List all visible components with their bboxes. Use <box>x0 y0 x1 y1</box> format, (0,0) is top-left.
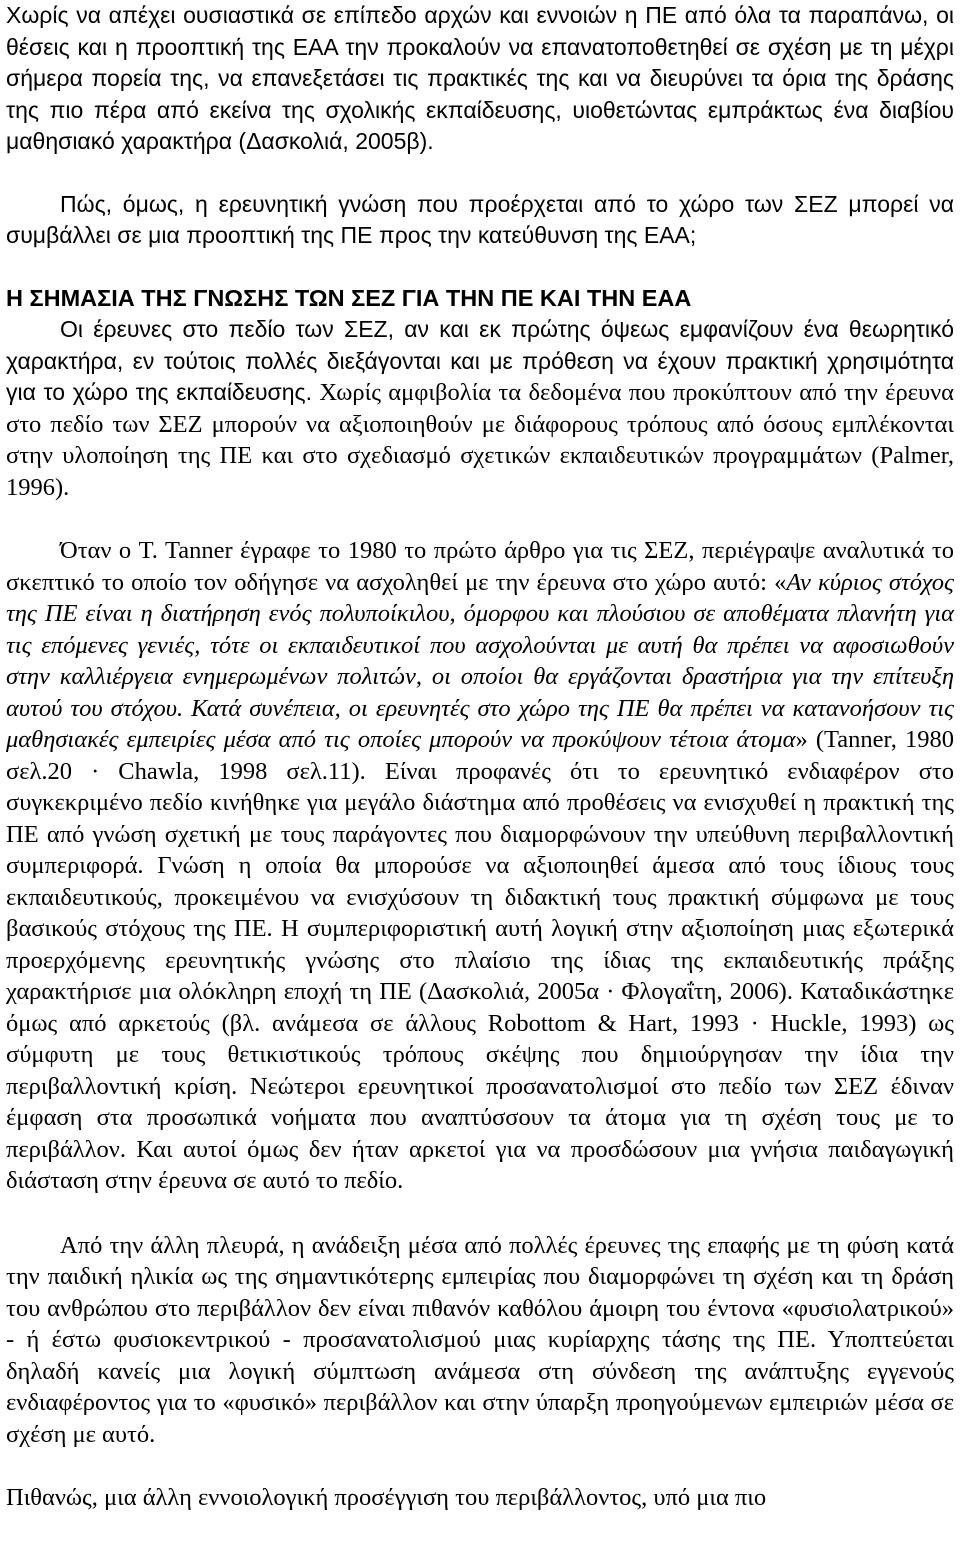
paragraph-nature-contact: Από την άλλη πλευρά, η ανάδειξη μέσα από πολλές έρευνες της επαφής με τη φύση κατά την παιδική ηλικία ως της σημαντικότερης εμπειρίας που διαμορφώνει τη σχέση και τη δράση του ανθρώπου στο περιβάλλον δεν είναι πιθανόν καθόλου άμοιρη του έντονα «φυσιολατρικού» - ή έστω φυσιοκεντρικού - προσανατολισμού μιας κυρίαρχης τάσης της ΠΕ. Υποπτεύεται δηλαδή κανείς μια λογική σύμπτωση ανάμεσα στη σύνδεση της ανάπτυξης εγγενούς ενδιαφέροντος για το «φυσικό» περιβάλλον και στην ύπαρξη προηγούμενων εμπειριών μέσα σε σχέση με αυτό. <box>6 1231 954 1448</box>
section-heading: Η ΣΗΜΑΣΙΑ ΤΗΣ ΓΝΩΣΗΣ ΤΩΝ ΣΕΖ ΓΙΑ ΤΗΝ ΠΕ ΚΑΙ ΤΗΝ ΕΑΑ <box>6 284 692 311</box>
paragraph-tanner-rest: » (Tanner, 1980 σελ.20 · Chawla, 1998 σελ.11). Είναι προφανές ότι το ερευνητικό ενδιαφέρον στο συγκεκριμένο πεδίο κινήθηκε για μεγάλο διάστημα από προθέσεις να ενισχυθεί η πρακτική της ΠΕ από γνώση σχετική με τους παράγοντες που διαμορφώνουν την υπεύθυνη περιβαλλοντική συμπεριφορά. Γνώση η οποία θα μπορούσε να αξιοποιηθεί άμεσα από τους ίδιους τους εκπαιδευτικούς, προκειμένου να ενισχύσουν τη διδακτική τους πρακτική σύμφωνα με τους βασικούς στόχους της ΠΕ. Η συμπεριφοριστική αυτή λογική στην αξιοποίηση μιας εξωτερικά προερχόμενης ερευνητικής γνώσης στο πλαίσιο της ίδιας της εκπαιδευτικής πράξης χαρακτήρισε μια ολόκληρη εποχή τη ΠΕ (Δασκολιά, 2005α · Φλογαΐτη, 2006). Καταδικάστηκε όμως από αρκετούς (βλ. ανάμεσα σε άλλους Robottom & Hart, 1993 · Huckle, 1993) ως σύμφυτη με τους θετικιστικούς τρόπους σκέψης που δημιούργησαν την ίδια την περιβαλλοντική κρίση. Νεώτεροι ερευνητικοί προσανατολισμοί στο πεδίο των ΣΕΖ έδιναν έμφαση στα προσωπικά νοήματα που αναπτύσσουν τα άτομα για τη σχέση τους με το περιβάλλον. Και αυτοί όμως δεν ήταν αρκετοί για να προσδώσουν μια γνήσια παιδαγωγική διάσταση στην έρευνα σε αυτό το πεδίο. <box>6 726 954 1194</box>
paragraph-question: Πώς, όμως, η ερευνητική γνώση που προέρχεται από το χώρο των ΣΕΖ μπορεί να συμβάλλει σε μια προοπτική της ΠΕ προς την κατεύθυνση της ΕΑΑ; <box>6 190 954 248</box>
paragraph-research-fields-serif: Χωρίς αμφιβολία τα δεδομένα που προκύπτουν από την έρευνα στο πεδίο των ΣΕΖ μπορούν να αξιοποιηθούν με διάφορους τρόπους από όσους εμπλέκονται στην υλοποίηση της ΠΕ και στο σχεδιασμό σχετικών εκπαιδευτικών προγραμμάτων (Palmer, 1996). <box>6 379 955 501</box>
paragraph-final: Πιθανώς, μια άλλη εννοιολογική προσέγγιση του περιβάλλοντος, υπό μια πιο <box>6 1484 767 1511</box>
paragraph-tanner-lead: Όταν ο T. Tanner έγραφε το 1980 το πρώτο άρθρο για τις ΣΕΖ, περιέγραψε αναλυτικά το σκεπτικό το οποίο τον οδήγησε να ασχοληθεί με την έρευνα στο χώρο αυτό: « <box>6 537 954 596</box>
tanner-quote: Αν κύριος στόχος της ΠΕ είναι η διατήρηση ενός πολυποίκιλου, όμορφου και πλούσιου σε αποθέματα πλανήτη για τις επόμενες γενιές, τότε οι εκπαιδευτικοί που ασχολούνται με αυτή θα πρέπει να αφοσιωθούν στην καλλιέργεια ενημερωμένων πολιτών, οι οποίοι θα εργάζονται δραστήρια για την επίτευξη αυτού του στόχου. Κατά συνέπεια, οι ερευνητές στο χώρο της ΠΕ θα πρέπει να κατανοήσουν τις μαθησιακές εμπειρίες μέσα από τις οποίες μπορούν να προκύψουν τέτοια άτομα <box>6 568 954 753</box>
paragraph-tanner <box>6 535 954 1197</box>
paragraph-research-fields <box>6 314 954 503</box>
paragraph-intro: Χωρίς να απέχει ουσιαστικά σε επίπεδο αρχών και εννοιών η ΠΕ από όλα τα παραπάνω, οι θέσεις και η προοπτική της ΕΑΑ την προκαλούν να επανατοποθετηθεί σε σχέση με τη μέχρι σήμερα πορεία της, να επανεξετάσει τις πρακτικές της και να διευρύνει τα όρια της δράσης της πιο πέρα από εκείνα της σχολικής εκπαίδευσης, υιοθετώντας εμπράκτως ένα διαβίου μαθησιακό χαρακτήρα (Δασκολιά, 2005β). <box>6 2 954 154</box>
paragraph-research-fields-sans: Οι έρευνες στο πεδίο των ΣΕΖ, αν και εκ πρώτης όψεως εμφανίζουν ένα θεωρητικό χαρακτήρα, εν τούτοις πολλές διεξάγονται και με πρόθεση να έχουν πρακτική χρησιμότητα για το χώρο της εκπαίδευσης. <box>6 316 954 405</box>
